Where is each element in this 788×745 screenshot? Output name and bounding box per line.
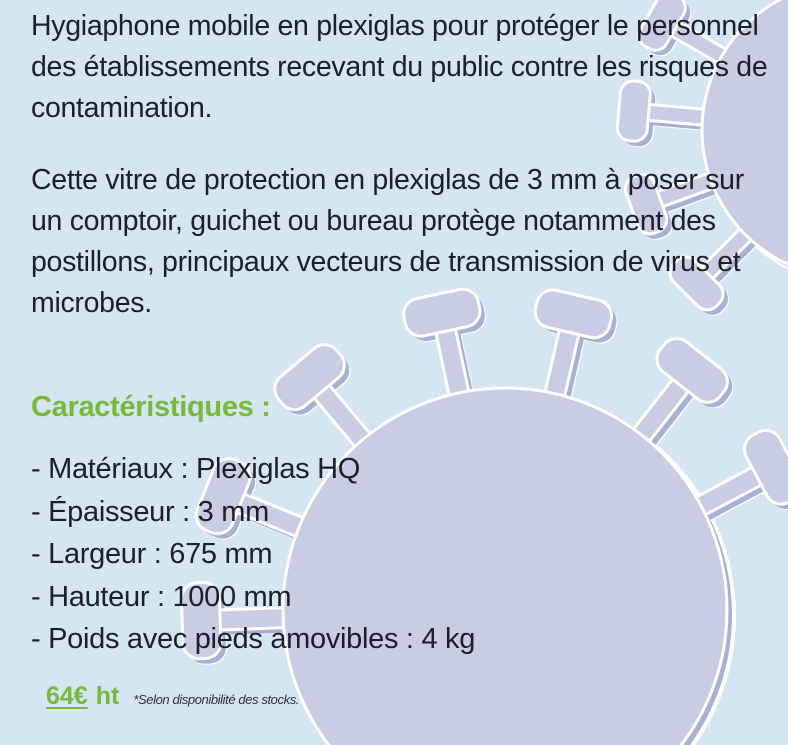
detail-paragraph: Cette vitre de protection en plexiglas de 3 mm à poser sur un comptoir, guichet ou bureau protège notamment des postillons, principaux vecteurs de transmission de virus et microbes. [31,164,744,319]
spec-thickness: - Épaisseur : 3 mm [31,495,269,528]
intro-paragraph: Hygiaphone mobile en plexiglas pour protéger le personnel des établissements recevant du public contre les risques de contamination. [31,10,768,124]
spec-material: - Matériaux : Plexiglas HQ [31,453,361,485]
spec-width: - Largeur : 675 mm [31,538,273,570]
stock-note: *Selon disponibilité des stocks. [133,692,300,707]
spec-height: - Hauteur : 1000 mm [31,580,292,613]
price-amount: 64€ [46,682,88,710]
characteristics-title: Caractéristiques : [31,391,271,423]
price-row [46,682,299,718]
price-unit: ht [95,682,120,710]
characteristics-list [31,448,475,661]
spec-weight: - Poids avec pieds amovibles : 4 kg [31,623,476,655]
